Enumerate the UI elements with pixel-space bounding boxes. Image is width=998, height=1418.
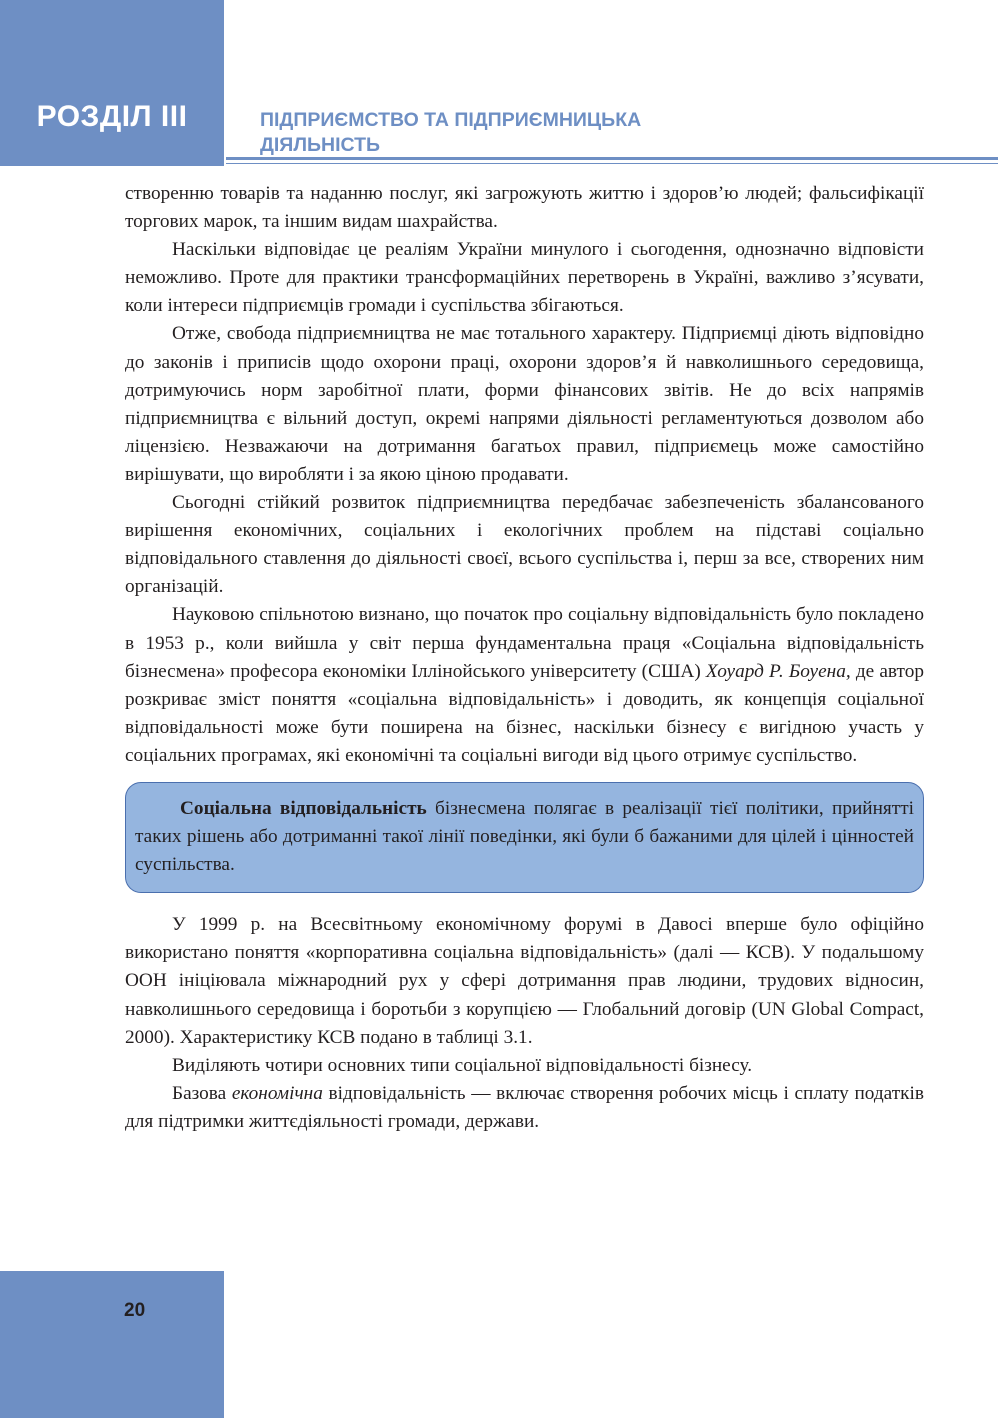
paragraph-6: У 1999 р. на Всесвітньому економічному форумі в Давосі вперше було офіційно використано поняття «корпоративна соціальна відповідальність» (далі — КСВ). У подальшому ООН ініціювала міжнародний рух у сфері дотримання прав людини, трудових відносин, навколишнього середовища і боротьби з корупцією — Глобальний договір (UN Global Compact, 2000). Характеристику КСВ подано в таблиці 3.1. — [125, 914, 924, 1048]
paragraph-8-text-a: Базова — [172, 1082, 232, 1104]
economic-term: економічна — [231, 1082, 323, 1104]
definition-body: бізнесмена полягає в реалізації тієї політики, прийнятті таких рішень або дотриманні такої лінії поведінки, які були б бажаними для цілей і цінностей суспільства. — [135, 797, 914, 876]
section-title-line-2: ДІЯЛЬНІСТЬ — [260, 134, 381, 156]
paragraph-1: створенню товарів та наданню послуг, які загрожують життю і здоров’ю людей; фальсифікації торгових марок, та іншим видам шахрайства. — [125, 183, 924, 233]
paragraph-4: Сьогодні стійкий розвиток підприємництва передбачає забезпеченість збалансованого вирішення економічних, соціальних і екологічних проблем на підставі соціально відповідального ставлення до діяльності своєї, всього суспільства і, перш за все, створених ним організацій. — [125, 492, 924, 598]
paragraph-8-text-b: відповідальність — включає створення робочих місць і сплату податків для підтримки життєдіяльності громади, держави. — [125, 1082, 924, 1132]
footer-banner — [0, 1271, 224, 1418]
paragraph-5 — [125, 601, 924, 770]
paragraph-5-text-a: Науковою спільнотою визнано, що початок про соціальну відповідальність було покладено в 1953 р., коли вийшла у світ перша фундаментальна праця «Соціальна відповідальність бізнесмена» професора економіки Іллінойського університету (США) — [125, 604, 924, 682]
definition-text — [135, 795, 914, 879]
chapter-label: РОЗДІЛ ІІІ — [36, 100, 188, 133]
section-title-line-1: ПІДПРИЄМСТВО ТА ПІДПРИЄМНИЦЬКА — [260, 109, 642, 131]
header-rule-thin — [226, 163, 998, 164]
author-name: Хоуард Р. Боуена, — [705, 660, 851, 682]
paragraph-8 — [125, 1080, 924, 1136]
definition-term: Соціальна відповідальність — [180, 797, 427, 819]
page-body — [125, 180, 924, 1136]
paragraph-7: Виділяють чотири основних типи соціальної відповідальності бізнесу. — [172, 1054, 753, 1076]
definition-box — [125, 782, 924, 893]
chapter-banner — [0, 0, 224, 166]
section-title — [260, 108, 960, 158]
page-number: 20 — [124, 1300, 146, 1321]
paragraph-5-text-b: де автор розкриває зміст поняття «соціальна відповідальність» і доводить, як концепція соціальної відповідальності може бути поширена на бізнес, наскільки бізнесу є вигідною участь у соціальних програмах, які економічні та соціальні вигоди від цього отримує суспільство. — [125, 660, 924, 766]
paragraph-3: Отже, свобода підприємництва не має тотального характеру. Підприємці діють відповідно до законів і приписів щодо охорони праці, охорони здоров’я й навколишнього середовища, дотримуючись норм заробітної плати, форми фінансових звітів. Не до всіх напрямів підприємництва є вільний доступ, окремі напрями діяльності регламентуються дозволом або ліцензією. Незважаючи на дотримання багатьох правил, підприємець може самостійно вирішувати, що виробляти і за якою ціною продавати. — [125, 323, 924, 485]
header-rule-thick — [226, 157, 998, 160]
paragraph-2: Наскільки відповідає це реаліям України минулого і сьогодення, однозначно відповісти неможливо. Проте для практики трансформаційних перетворень в Україні, важливо з’ясувати, коли інтереси підприємців громади і суспільства збігаються. — [125, 239, 924, 317]
